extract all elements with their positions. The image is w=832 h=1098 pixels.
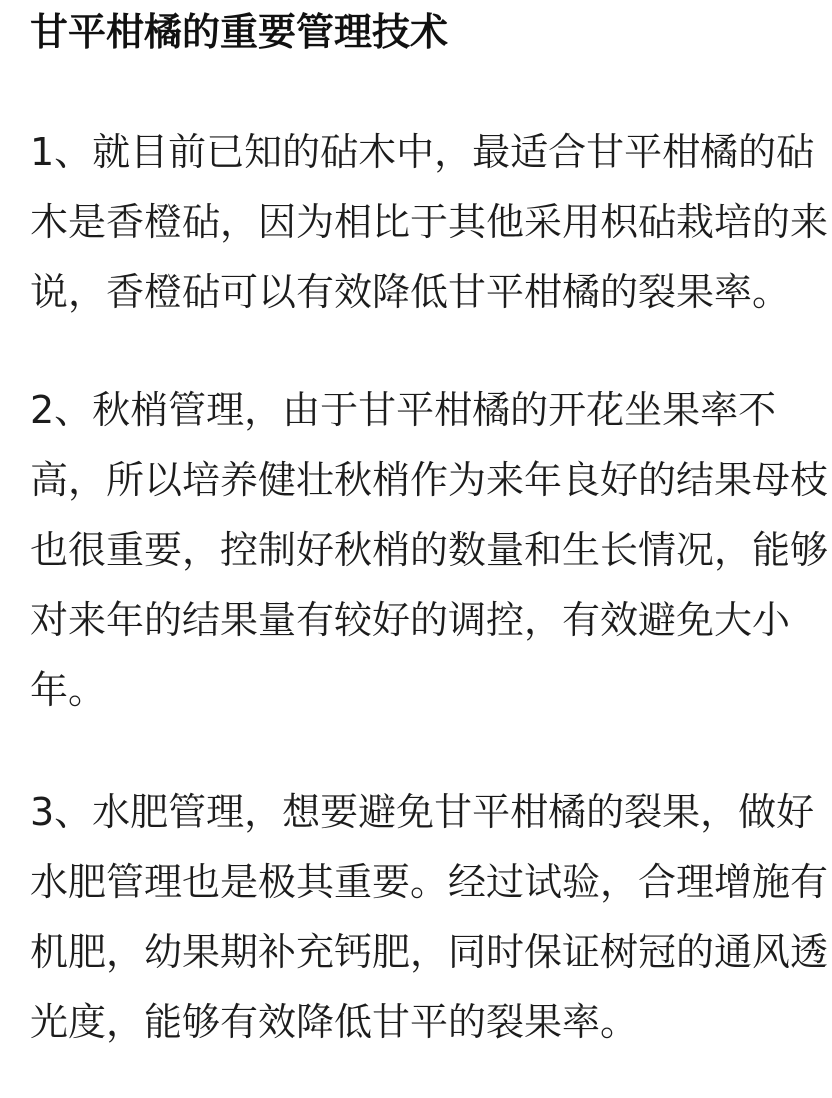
text-line: 光度，能够有效降低甘平的裂果率。 [30,1000,639,1044]
text-line: 3、水肥管理，想要避免甘平柑橘的裂果，做好 [30,790,815,834]
text-line: 对来年的结果量有较好的调控，有效避免大小 [30,598,791,642]
text-line: 机肥，幼果期补充钙肥，同时保证树冠的通风透 [30,930,829,974]
text-line: 也很重要，控制好秋梢的数量和生长情况，能够 [30,528,829,572]
paragraph-rootstock [30,117,832,327]
text-line: 说，香橙砧可以有效降低甘平柑橘的裂果率。 [30,270,791,314]
paragraph-autumn-shoots [30,375,832,725]
text-line: 木是香橙砧，因为相比于其他采用枳砧栽培的来 [30,200,829,244]
text-line: 1、就目前已知的砧木中，最适合甘平柑橘的砧 [30,130,815,174]
text-line: 高，所以培养健壮秋梢作为来年良好的结果母枝 [30,458,829,502]
text-line: 年。 [30,668,107,712]
text-line: 水肥管理也是极其重要。经过试验，合理增施有 [30,860,829,904]
text-line: 2、秋梢管理，由于甘平柑橘的开花坐果率不 [30,388,777,432]
article-title: 甘平柑橘的重要管理技术 [30,10,449,54]
paragraph-water-fertilizer [30,777,832,1057]
